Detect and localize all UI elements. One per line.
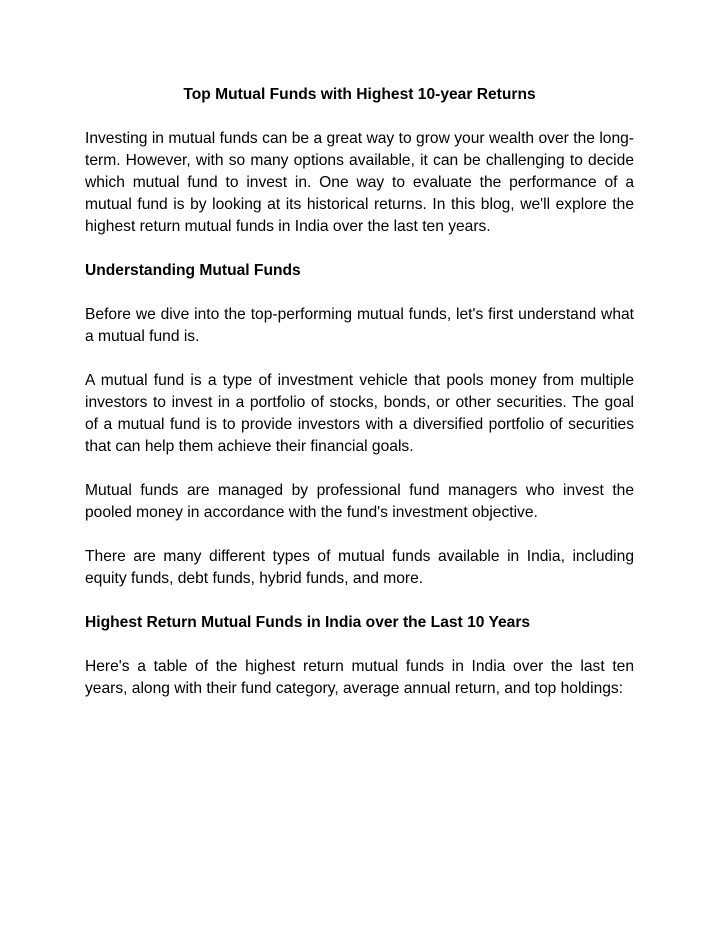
- spacer: [85, 524, 634, 546]
- section-heading-understanding: Understanding Mutual Funds: [85, 262, 301, 279]
- paragraph: Here's a table of the highest return mutual funds in India over the last ten years, along with their fund category, average annual return, and top holdings:: [85, 658, 634, 697]
- spacer: [85, 282, 634, 304]
- spacer: [85, 238, 634, 260]
- spacer: [85, 348, 634, 370]
- document-page: [85, 84, 634, 700]
- intro-paragraph: Investing in mutual funds can be a great way to grow your wealth over the long-term. However, with so many options available, it can be challenging to decide which mutual fund to invest in. One way to evaluate the performance of a mutual fund is by looking at its historical returns. In this blog, we'll explore the highest return mutual funds in India over the last ten years.: [85, 130, 634, 235]
- spacer: [85, 458, 634, 480]
- spacer: [85, 590, 634, 612]
- document-title: Top Mutual Funds with Highest 10-year Returns: [183, 86, 536, 103]
- paragraph: There are many different types of mutual funds available in India, including equity funds, debt funds, hybrid funds, and more.: [85, 548, 634, 587]
- section-heading-highest-return: Highest Return Mutual Funds in India over the Last 10 Years: [85, 614, 531, 631]
- paragraph: A mutual fund is a type of investment vehicle that pools money from multiple investors to invest in a portfolio of stocks, bonds, or other securities. The goal of a mutual fund is to provide investors with a diversified portfolio of securities that can help them achieve their financial goals.: [85, 372, 634, 455]
- paragraph: Before we dive into the top-performing mutual funds, let's first understand what a mutual fund is.: [85, 306, 634, 345]
- spacer: [85, 106, 634, 128]
- paragraph: Mutual funds are managed by professional fund managers who invest the pooled money in accordance with the fund's investment objective.: [85, 482, 634, 521]
- spacer: [85, 634, 634, 656]
